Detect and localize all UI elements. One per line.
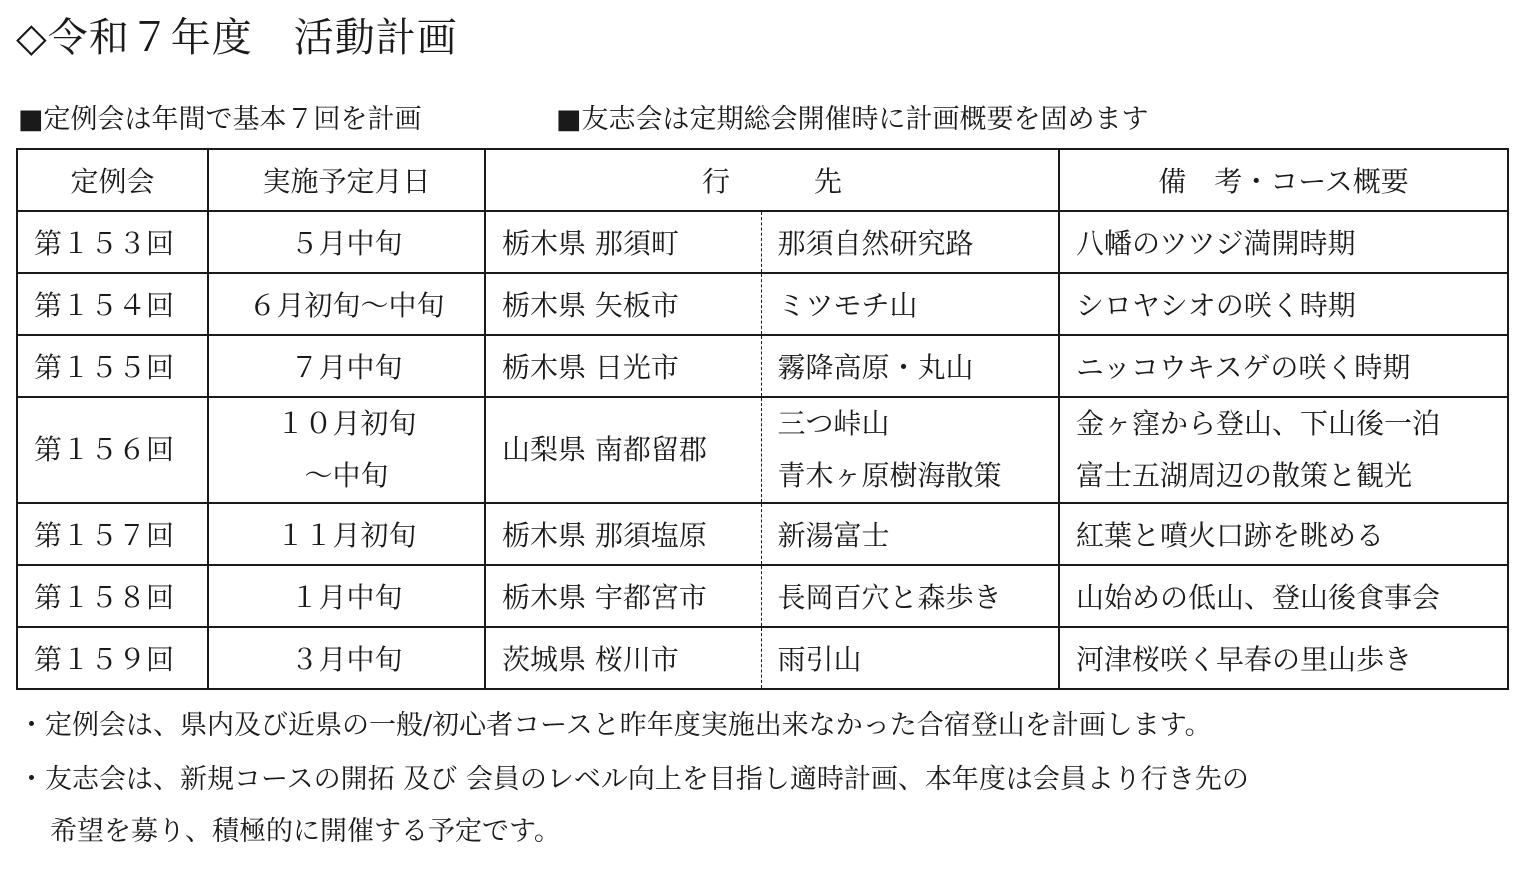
scheduled-date: ５月中旬 (208, 211, 485, 273)
prefecture-city: 山梨県 南都留郡 (485, 397, 761, 503)
footnote-regular-meetings: ・定例会は、県内及び近県の一般/初心者コースと昨年度実施出来なかった合宿登山を計画します。 (18, 710, 1212, 741)
meeting-number: 第１５８回 (17, 565, 208, 627)
course-remarks: シロヤシオの咲く時期 (1059, 273, 1508, 335)
destination-place-line2: 青木ヶ原樹海散策 (777, 459, 1002, 492)
prefecture-city: 栃木県 日光市 (485, 335, 761, 397)
table-row (17, 397, 1508, 503)
destination-place: 雨引山 (761, 627, 1059, 689)
scheduled-date-line2: ～中旬 (304, 459, 389, 492)
header-scheduled-date: 実施予定月日 (208, 149, 485, 211)
destination-place: ミツモチ山 (761, 273, 1059, 335)
scheduled-date (208, 397, 485, 503)
meeting-number: 第１５９回 (17, 627, 208, 689)
scheduled-date: ６月初旬～中旬 (208, 273, 485, 335)
table-row (17, 503, 1508, 565)
header-remarks: 備 考・コース概要 (1059, 149, 1508, 211)
header-destination: 行 先 (485, 149, 1059, 211)
course-remarks-line1: 金ヶ窪から登山、下山後一泊 (1076, 407, 1441, 440)
meeting-number: 第１５５回 (17, 335, 208, 397)
table-row (17, 211, 1508, 273)
footnote-friends-club: ・友志会は、新規コースの開拓 及び 会員のレベル向上を目指し適時計画、本年度は会員より行き先の (18, 764, 1249, 795)
destination-place: 那須自然研究路 (761, 211, 1059, 273)
course-remarks: 河津桜咲く早春の里山歩き (1059, 627, 1508, 689)
destination-place: 長岡百穴と森歩き (761, 565, 1059, 627)
scheduled-date: ３月中旬 (208, 627, 485, 689)
scheduled-date-line1: １０月初旬 (276, 407, 417, 440)
scheduled-date: １月中旬 (208, 565, 485, 627)
course-remarks: 八幡のツツジ満開時期 (1059, 211, 1508, 273)
destination-place: 新湯富士 (761, 503, 1059, 565)
prefecture-city: 栃木県 矢板市 (485, 273, 761, 335)
meeting-number: 第１５４回 (17, 273, 208, 335)
prefecture-city: 茨城県 桜川市 (485, 627, 761, 689)
destination-place (761, 397, 1059, 503)
scheduled-date: ７月中旬 (208, 335, 485, 397)
course-remarks (1059, 397, 1508, 503)
subheading-friends-club: ■友志会は定期総会開催時に計画概要を固めます (556, 104, 1149, 135)
meeting-number: 第１５３回 (17, 211, 208, 273)
destination-place-line1: 三つ峠山 (777, 407, 890, 440)
prefecture-city: 栃木県 宇都宮市 (485, 565, 761, 627)
table-row (17, 565, 1508, 627)
scheduled-date: １１月初旬 (208, 503, 485, 565)
meeting-number: 第１５７回 (17, 503, 208, 565)
page-title: ◇令和７年度 活動計画 (16, 15, 458, 61)
course-remarks: ニッコウキスゲの咲く時期 (1059, 335, 1508, 397)
course-remarks: 紅葉と噴火口跡を眺める (1059, 503, 1508, 565)
table-row (17, 627, 1508, 689)
table-header-row (17, 149, 1508, 211)
subheading-regular-meetings: ■定例会は年間で基本７回を計画 (18, 104, 422, 135)
meeting-number: 第１５６回 (17, 397, 208, 503)
destination-place: 霧降高原・丸山 (761, 335, 1059, 397)
course-remarks-line2: 富士五湖周辺の散策と観光 (1076, 459, 1413, 492)
prefecture-city: 栃木県 那須町 (485, 211, 761, 273)
prefecture-city: 栃木県 那須塩原 (485, 503, 761, 565)
table-row (17, 335, 1508, 397)
activity-plan-table (16, 148, 1509, 690)
course-remarks: 山始めの低山、登山後食事会 (1059, 565, 1508, 627)
header-meeting: 定例会 (17, 149, 208, 211)
table-row (17, 273, 1508, 335)
footnote-friends-club-continued: 希望を募り、積極的に開催する予定です。 (50, 816, 561, 847)
